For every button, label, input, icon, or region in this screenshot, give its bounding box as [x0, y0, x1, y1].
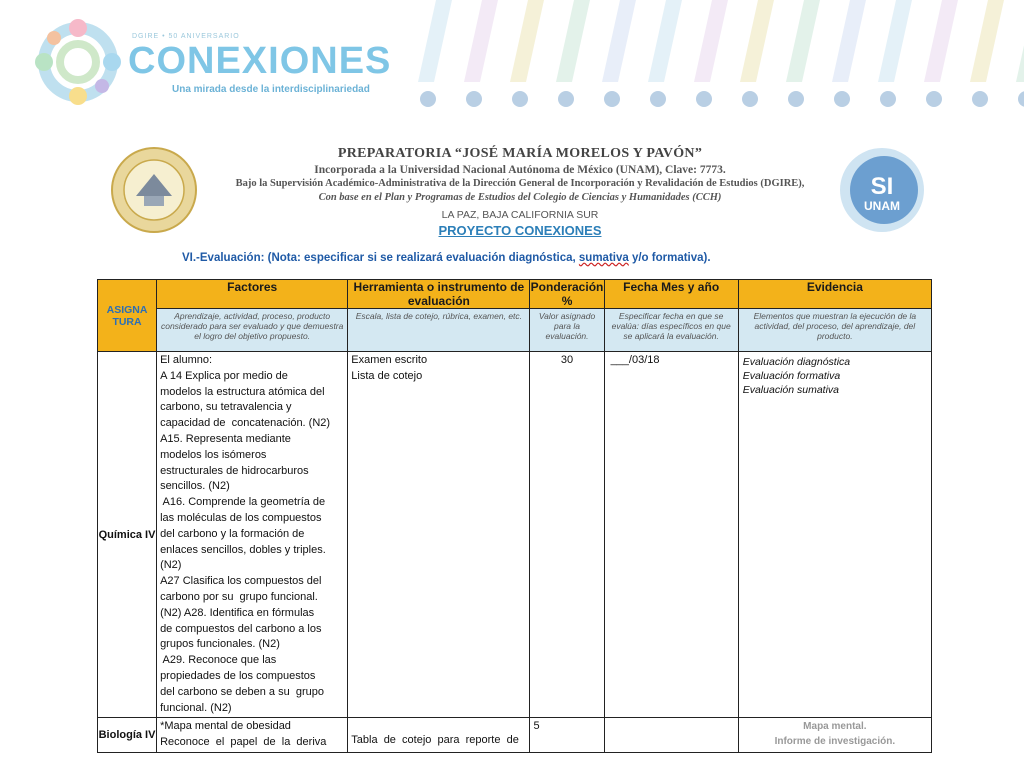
cell-line: carbono por su grupo funcional.: [160, 590, 318, 603]
subheader-factores: Aprendizaje, actividad, proceso, producto considerado para ser evaluado y que demuestra el logro del objetivo propuesto.: [157, 309, 348, 352]
header-factores: Factores: [157, 280, 348, 309]
herramienta-cell: [348, 352, 530, 718]
header-asignatura: ASIGNA TURA: [98, 280, 157, 352]
cell-line: del carbono y la formación de: [160, 527, 305, 540]
unam-logo-label: UNAM: [864, 199, 900, 213]
stripe-dot: [972, 91, 988, 107]
subheader-evidencia: Elementos que muestran la ejecución de la actividad, del proceso, del aprendizaje, del producto.: [738, 309, 931, 352]
cell-line: El alumno:: [160, 354, 213, 366]
subject-biologia: Biología IV: [98, 718, 157, 753]
stripe-shape: [740, 0, 774, 82]
stripe-shape: [1016, 0, 1024, 82]
stripe-dot: [558, 91, 574, 107]
stripe-dot: [742, 91, 758, 107]
cell-line: de compuestos del carbono a los: [160, 622, 322, 635]
fecha-cell: ___/03/18: [604, 352, 738, 718]
stripe-dot: [420, 91, 436, 107]
ponderacion-cell: 30: [530, 352, 604, 718]
stripe-shape: [464, 0, 498, 82]
preparatoria-seal-icon: [110, 146, 198, 234]
cell-line: las moléculas de los compuestos: [160, 511, 322, 524]
stripe-shape: [924, 0, 958, 82]
cell-line: (N2): [160, 559, 182, 572]
stripe-shape: [510, 0, 544, 82]
institution-location: LA PAZ, BAJA CALIFORNIA SUR: [441, 209, 599, 221]
evaluation-note: VI.-Evaluación: (Nota: especificar si se realizará evaluación diagnóstica, sumativa y/o formativa).: [182, 252, 711, 264]
cell-line: carbono, su tetravalencia y: [160, 401, 292, 414]
institution-plan: Con base en el Plan y Programas de Estudios del Colegio de Ciencias y Humanidades (CCH): [318, 192, 722, 203]
cell-line: (N2) A28. Identifica en fórmulas: [160, 606, 315, 619]
stripe-dot: [926, 91, 942, 107]
cell-line: Evaluación formativa: [742, 370, 841, 382]
cell-line: del carbono se deben a su grupo: [160, 685, 324, 698]
si-unam-logo-icon: [838, 146, 926, 234]
stripe-dot: [650, 91, 666, 107]
evidencia-cell: [738, 352, 931, 718]
factores-cell: [157, 718, 348, 753]
institution-header: [200, 145, 840, 239]
decorative-stripes: [418, 0, 1024, 112]
stripe-shape: [418, 0, 452, 82]
stripe-shape: [786, 0, 820, 82]
conexiones-banner: [0, 0, 1024, 120]
stripe-shape: [970, 0, 1004, 82]
unam-logo-si: SI: [870, 173, 894, 200]
herramienta-cell: [348, 718, 530, 753]
table-row-quimica: [98, 352, 932, 718]
cell-line: funcional. (N2): [160, 701, 232, 714]
header-evidencia: Evidencia: [738, 280, 931, 309]
cell-line: propiedades de los compuestos: [160, 669, 316, 682]
cell-line: [351, 719, 526, 733]
stripe-shape: [602, 0, 636, 82]
subheader-fecha: Especificar fecha en que se evalúa: días específicos en que se aplicará la evaluación.: [604, 309, 738, 352]
stripe-dot: [696, 91, 712, 107]
stripe-dot: [512, 91, 528, 107]
cell-line: Evaluación sumativa: [742, 384, 840, 396]
cell-line: A29. Reconoce que las: [160, 654, 277, 667]
ponderacion-cell: 5: [530, 718, 604, 753]
cell-line: estructurales de hidrocarburos: [160, 464, 309, 477]
cell-line: modelos la estructura atómica del: [160, 385, 325, 398]
subject-quimica: Química IV: [98, 352, 157, 718]
cell-line: Tabla de cotejo para reporte de: [351, 734, 519, 747]
cell-line: modelos los isómeros: [160, 448, 267, 461]
cell-line: A 14 Explica por medio de: [160, 369, 288, 382]
stripe-dot: [466, 91, 482, 107]
cell-line: capacidad de concatenación. (N2): [160, 417, 331, 430]
stripe-dot: [1018, 91, 1024, 107]
subheader-ponderacion: Valor asignado para la evaluación.: [530, 309, 604, 352]
subheader-herramienta: Escala, lista de cotejo, rúbrica, examen, etc.: [348, 309, 530, 352]
stripe-dot: [788, 91, 804, 107]
stripe-shape: [694, 0, 728, 82]
stripe-shape: [832, 0, 866, 82]
cell-line: A16. Comprende la geometría de: [160, 496, 326, 509]
cell-line: *Mapa mental de obesidad: [160, 720, 291, 733]
table-row-biologia: [98, 718, 932, 753]
logo-tagline: Una mirada desde la interdisciplinariedad: [172, 84, 370, 95]
evaluation-table: [97, 279, 932, 753]
stripe-dot: [604, 91, 620, 107]
project-title: PROYECTO CONEXIONES: [438, 223, 602, 238]
factores-cell: [157, 352, 348, 718]
institution-incorporation: Incorporada a la Universidad Nacional Autónoma de México (UNAM), Clave: 7773.: [314, 164, 726, 176]
cell-line: grupos funcionales. (N2): [160, 638, 280, 651]
cell-line: Mapa mental.: [803, 721, 867, 733]
header-ponderacion: Ponderación %: [530, 280, 604, 308]
institution-name: PREPARATORIA “JOSÉ MARÍA MORELOS Y PAVÓN”: [337, 146, 703, 161]
stripe-shape: [878, 0, 912, 82]
logo-small-text: DGIRE • 50 ANIVERSARIO: [132, 33, 240, 40]
cell-line: Lista de cotejo: [351, 369, 423, 382]
stripe-dot: [880, 91, 896, 107]
stripe-dot: [834, 91, 850, 107]
cell-line: enlaces sencillos, dobles y triples.: [160, 543, 326, 556]
cell-line: Reconoce el papel de la deriva: [160, 736, 327, 749]
fecha-cell: [604, 718, 738, 753]
institution-supervision: Bajo la Supervisión Académico-Administrativa de la Dirección General de Incorporación y Revalidación de Estudios (DGIRE),: [235, 178, 805, 189]
cell-line: sencillos. (N2): [160, 480, 230, 493]
cell-line: A27 Clasifica los compuestos del: [160, 575, 322, 588]
stripe-shape: [556, 0, 590, 82]
cell-line: Examen escrito: [351, 354, 428, 366]
conexiones-logo-icon: [30, 14, 126, 110]
stripe-shape: [648, 0, 682, 82]
header-fecha: Fecha Mes y año: [604, 280, 738, 309]
evidencia-cell: [738, 718, 931, 753]
cell-line: Evaluación diagnóstica: [742, 356, 851, 368]
cell-line: A15. Representa mediante: [160, 432, 291, 445]
cell-line: Informe de investigación.: [774, 736, 896, 748]
logo-title: CONEXIONES: [128, 40, 392, 82]
header-herramienta: Herramienta o instrumento de evaluación: [348, 280, 530, 309]
